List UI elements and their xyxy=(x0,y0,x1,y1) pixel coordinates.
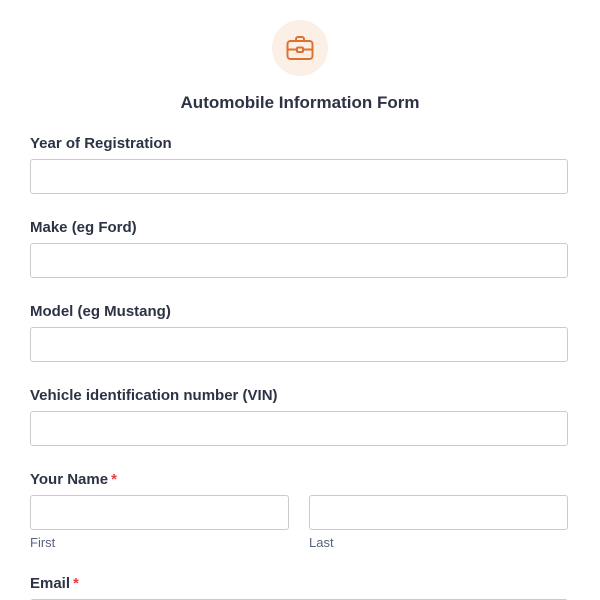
field-label-text: Year of Registration xyxy=(30,135,172,152)
vin-input[interactable] xyxy=(30,411,568,446)
first-name-input[interactable] xyxy=(30,495,289,530)
year-of-registration-label xyxy=(30,135,568,152)
field-make xyxy=(30,219,568,278)
make-label xyxy=(30,219,568,236)
field-label-text: Make (eg Ford) xyxy=(30,219,137,236)
form-title: Automobile Information Form xyxy=(180,93,420,112)
first-name-sublabel: First xyxy=(30,535,56,550)
last-name-column xyxy=(309,495,568,550)
form-fields xyxy=(0,135,600,600)
model-input[interactable] xyxy=(30,327,568,362)
year-of-registration-input[interactable] xyxy=(30,159,568,194)
name-row xyxy=(30,495,568,550)
required-asterisk: * xyxy=(73,575,79,592)
field-vin xyxy=(30,387,568,446)
make-input[interactable] xyxy=(30,243,568,278)
first-name-column xyxy=(30,495,289,550)
field-label-text: Model (eg Mustang) xyxy=(30,303,171,320)
form-icon-circle xyxy=(272,20,328,76)
field-label-text: Your Name xyxy=(30,471,109,488)
field-your-name xyxy=(30,471,568,550)
your-name-label xyxy=(30,471,568,488)
briefcase-icon xyxy=(286,35,314,61)
email-label xyxy=(30,575,568,592)
last-name-sublabel: Last xyxy=(309,535,334,550)
field-label-text: Email xyxy=(30,575,71,592)
field-year-of-registration xyxy=(30,135,568,194)
field-email xyxy=(30,575,568,600)
field-label-text: Vehicle identification number (VIN) xyxy=(30,387,278,404)
vin-label xyxy=(30,387,568,404)
field-model xyxy=(30,303,568,362)
required-asterisk: * xyxy=(111,471,117,488)
model-label xyxy=(30,303,568,320)
last-name-input[interactable] xyxy=(309,495,568,530)
